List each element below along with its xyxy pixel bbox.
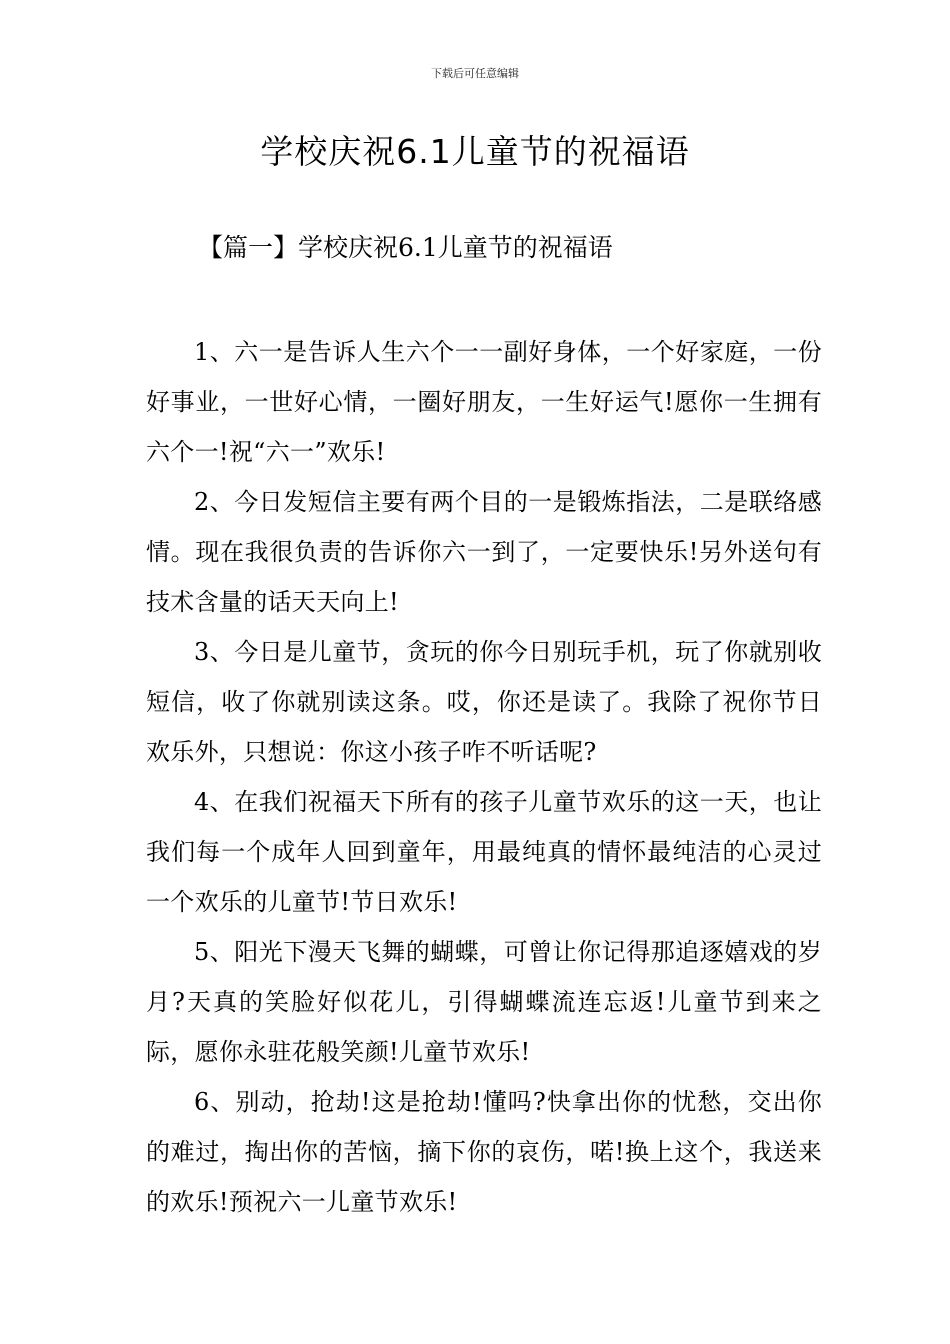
section-heading: 【篇一】学校庆祝6.1儿童节的祝福语	[198, 233, 613, 262]
paragraph-5: 5、阳光下漫天飞舞的蝴蝶，可曾让你记得那追逐嬉戏的岁月?天真的笑脸好似花儿，引得蝴蝶流连忘返!儿童节到来之际，愿你永驻花般笑颜!儿童节欢乐!	[146, 938, 822, 1066]
paragraph-6: 6、别动，抢劫!这是抢劫!懂吗?快拿出你的忧愁，交出你的难过，掏出你的苦恼，摘下你的哀伤，喏!换上这个，我送来的欢乐!预祝六一儿童节欢乐!	[146, 1088, 822, 1216]
document-body	[146, 327, 822, 1227]
paragraph-3: 3、今日是儿童节，贪玩的你今日别玩手机，玩了你就别收短信，收了你就别读这条。哎，你还是读了。我除了祝你节日欢乐外，只想说：你这小孩子咋不听话呢?	[146, 638, 822, 766]
header-note: 下载后可任意编辑	[431, 67, 519, 80]
paragraph-1: 1、六一是告诉人生六个一一副好身体，一个好家庭，一份好事业，一世好心情，一圈好朋友，一生好运气!愿你一生拥有六个一!祝“六一”欢乐!	[146, 338, 822, 466]
paragraph-4: 4、在我们祝福天下所有的孩子儿童节欢乐的这一天，也让我们每一个成年人回到童年，用最纯真的情怀最纯洁的心灵过一个欢乐的儿童节!节日欢乐!	[146, 788, 822, 916]
document-title: 学校庆祝6.1儿童节的祝福语	[260, 132, 690, 171]
paragraph-2: 2、今日发短信主要有两个目的一是锻炼指法，二是联络感情。现在我很负责的告诉你六一到了，一定要快乐!另外送句有技术含量的话天天向上!	[146, 488, 822, 616]
